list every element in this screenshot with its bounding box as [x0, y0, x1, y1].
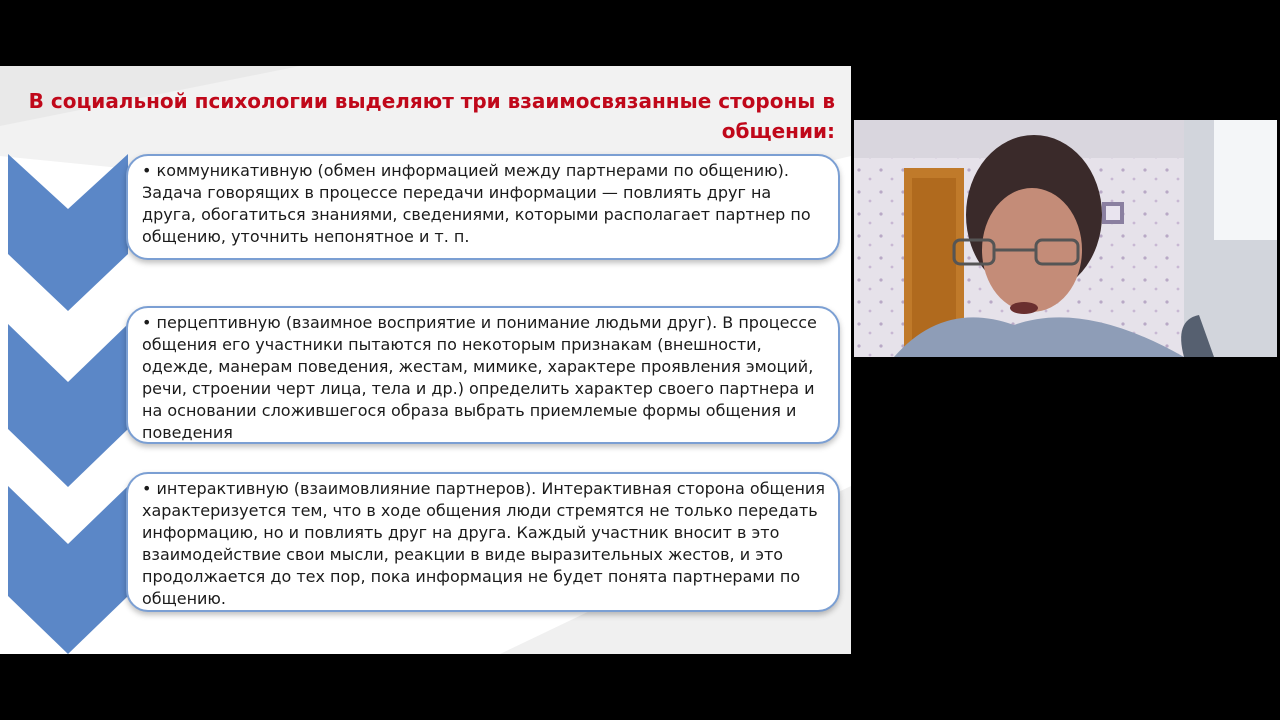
card-text: • перцептивную (взаимное восприятие и понимание людьми друг). В процессе общения его участники пытаются по некоторым признакам (внешности, одежде, манерам поведения, жестам, мимике, характере проявления эмоций, речи, строении черт лица, тела и др.) определить характер своего партнера и на основании сложившегося образа выбрать приемлемые формы общения и поведения: [142, 313, 817, 442]
chevron-arrow-1: [8, 154, 128, 311]
card-text: • коммуникативную (обмен информацией между партнерами по общению). Задача говорящих в процессе передачи информации — повлиять друг на друга, обогатиться знаниями, сведениями, которыми располагает партнер по общению, уточнить непонятное и т. п.: [142, 161, 811, 246]
chevron-arrow-2: [8, 324, 128, 487]
card-interactive: [126, 472, 840, 612]
presentation-slide: [0, 66, 851, 654]
card-text: • интерактивную (взаимовлияние партнеров). Интерактивная сторона общения характеризуется тем, что в ходе общения люди стремятся не только передать информацию, но и повлиять друг на друга. Каждый участник вносит в это взаимодействие свои мысли, реакции в виде выразительных жестов, и это продолжается до тех пор, пока информация не будет понята партнерами по общению.: [142, 479, 825, 608]
card-perceptive: [126, 306, 840, 444]
webcam-video: [854, 120, 1277, 357]
presenter-video-frame: [854, 120, 1277, 357]
card-communicative: [126, 154, 840, 260]
slide-title: В социальной психологии выделяют три взаимосвязанные стороны в общении:: [28, 89, 835, 143]
chevron-arrow-3: [8, 486, 128, 654]
